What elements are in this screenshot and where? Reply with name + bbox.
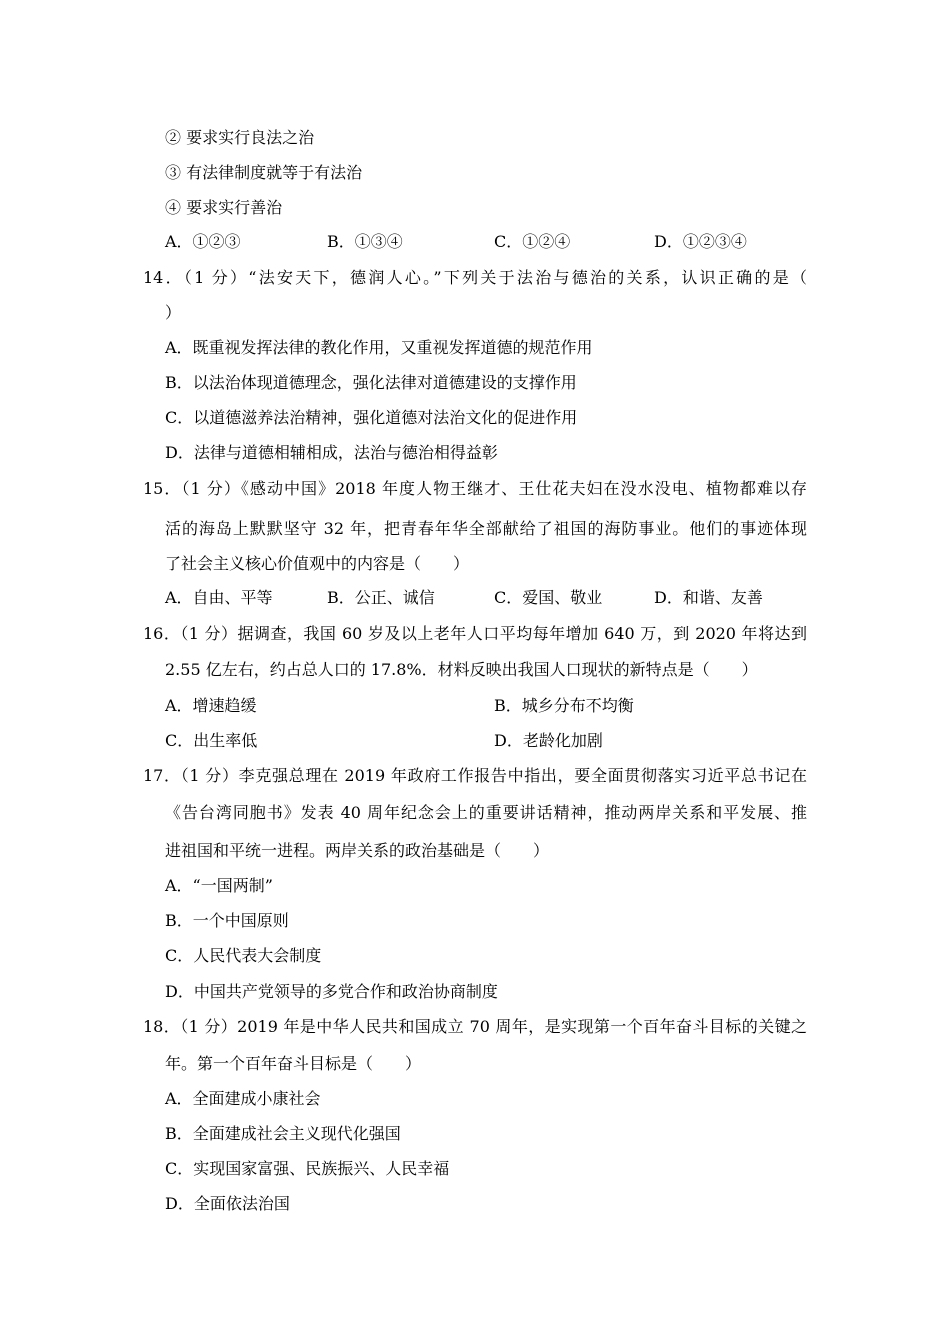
q16-stem-line2: 2.55 亿左右，约占总人口的 17.8%．材料反映出我国人口现状的新特点是（ ） (165, 660, 758, 679)
q13-option-c: C．①②④ (494, 232, 571, 251)
q18-option-c: C．实现国家富强、民族振兴、人民幸福 (165, 1159, 450, 1178)
q14-stem-text1: 14．（1 分）“法安天下，德润人心。”下列关于法治与德治的关系，认识正确的是（ (143, 268, 807, 287)
q18-option-d: D．全面依法治国 (165, 1194, 290, 1213)
q13-option-a: A．①②③ (165, 232, 241, 251)
q17-stem-line2 (165, 803, 807, 823)
q13-statement-2: ② 要求实行良法之治 (165, 128, 315, 147)
q17-stem-text1: 17．（1 分）李克强总理在 2019 年政府工作报告中指出，要全面贯彻落实习近平总书记在 (143, 766, 807, 785)
q15-option-c: C．爱国、敬业 (494, 588, 603, 607)
q17-option-c: C．人民代表大会制度 (165, 946, 322, 965)
q15-stem-text2: 活的海岛上默默坚守 32 年，把青春年华全部献给了祖国的海防事业。他们的事迹体现 (165, 519, 807, 538)
q18-stem-text1: 18．（1 分）2019 年是中华人民共和国成立 70 周年，是实现第一个百年奋斗目标的关键之 (143, 1017, 807, 1036)
q13-statement-4: ④ 要求实行善治 (165, 198, 283, 217)
q15-option-d: D．和谐、友善 (654, 588, 763, 607)
q18-stem-line2: 年。第一个百年奋斗目标是（ ） (165, 1054, 422, 1073)
q13-option-d: D．①②③④ (654, 232, 747, 251)
q17-option-a: A．“一国两制” (165, 876, 273, 895)
q13-option-b: B．①③④ (327, 232, 403, 251)
q16-stem-text1: 16．（1 分）据调查，我国 60 岁及以上老年人口平均每年增加 640 万，到 2020 年将达到 (143, 624, 807, 643)
q15-stem-line2 (165, 519, 807, 539)
q17-stem-text2: 《告台湾同胞书》发表 40 周年纪念会上的重要讲话精神，推动两岸关系和平发展、推 (165, 803, 807, 822)
q16-option-b: B．城乡分布不均衡 (494, 696, 634, 715)
q15-stem-line1 (143, 479, 807, 499)
q18-option-b: B．全面建成社会主义现代化强国 (165, 1124, 401, 1143)
q15-option-a: A．自由、平等 (165, 588, 273, 607)
q14-stem-line1 (143, 268, 807, 288)
q17-option-b: B．一个中国原则 (165, 911, 289, 930)
q16-option-c: C．出生率低 (165, 731, 258, 750)
q16-stem-line1 (143, 624, 807, 644)
q14-option-c: C．以道德滋养法治精神，强化道德对法治文化的促进作用 (165, 408, 578, 427)
q13-statement-3: ③ 有法律制度就等于有法治 (165, 163, 363, 182)
q15-option-b: B．公正、诚信 (327, 588, 435, 607)
q14-option-d: D．法律与道德相辅相成，法治与德治相得益彰 (165, 443, 498, 462)
q16-option-a: A．增速趋缓 (165, 696, 257, 715)
q18-stem-line1 (143, 1017, 807, 1037)
q17-stem-line3: 进祖国和平统一进程。两岸关系的政治基础是（ ） (165, 841, 550, 860)
q15-stem-line3: 了社会主义核心价值观中的内容是（ ） (165, 554, 470, 573)
q14-option-a: A．既重视发挥法律的教化作用，又重视发挥道德的规范作用 (165, 338, 593, 357)
q17-option-d: D．中国共产党领导的多党合作和政治协商制度 (165, 982, 498, 1001)
q17-stem-line1 (143, 766, 807, 786)
q14-stem-line2: ） (165, 303, 182, 322)
q18-option-a: A．全面建成小康社会 (165, 1089, 321, 1108)
q16-option-d: D．老龄化加剧 (494, 731, 603, 750)
q15-stem-text1: 15．（1 分）《感动中国》2018 年度人物王继才、王仕花夫妇在没水没电、植物都难以存 (143, 479, 807, 498)
q14-option-b: B．以法治体现道德理念，强化法律对道德建设的支撑作用 (165, 373, 577, 392)
